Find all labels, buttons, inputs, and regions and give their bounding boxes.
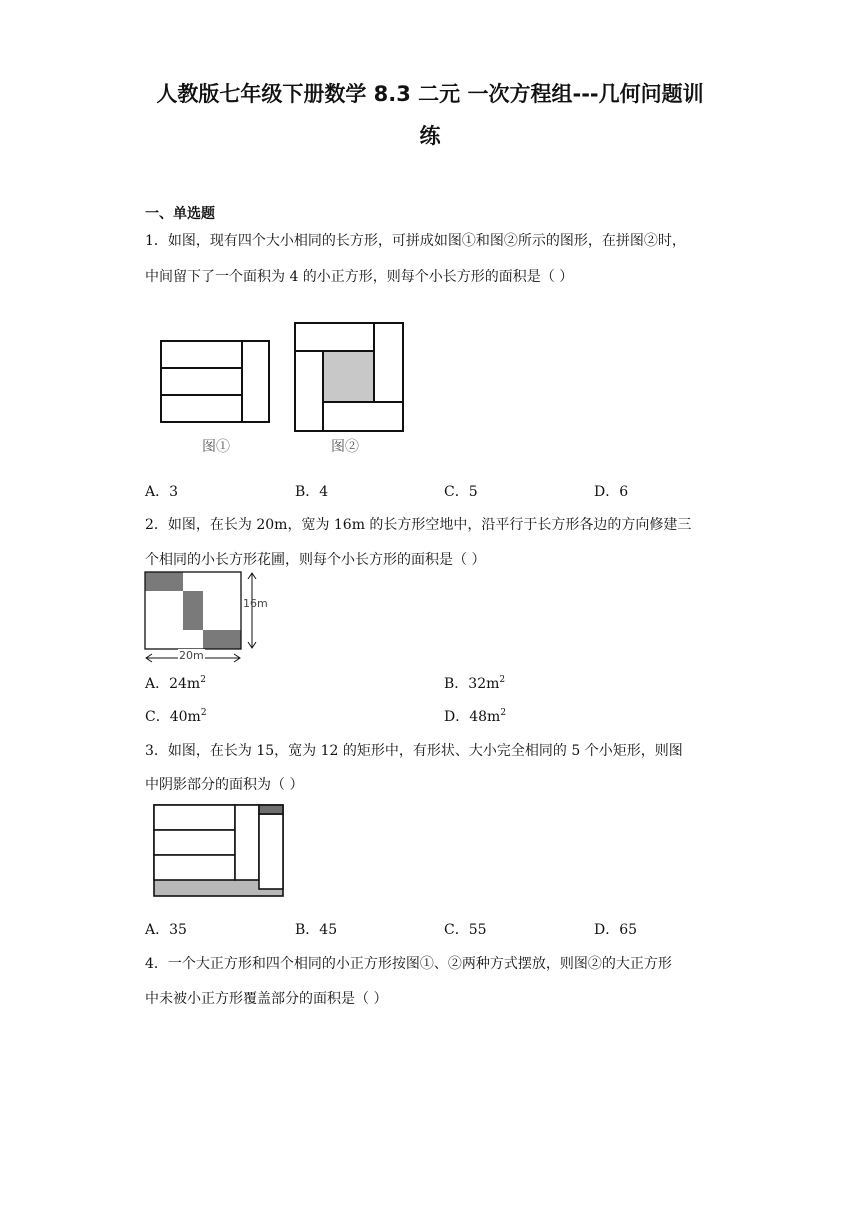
section-heading: 一、单选题 — [145, 206, 215, 222]
document-title-line1: 人教版七年级下册数学 8.3 二元 一次方程组---几何问题训 — [156, 82, 704, 106]
q2-text-line1: 2．如图，在长为 20m，宽为 16m 的长方形空地中，沿平行于长方形各边的方向修建三 — [145, 517, 692, 533]
q3-option-a: A．35 — [145, 922, 187, 938]
q3-option-c: C．55 — [444, 922, 487, 938]
q3-text-line2: 中阴影部分的面积为（ ） — [145, 777, 304, 793]
q1-option-b: B．4 — [295, 484, 329, 500]
q2-option-a: A．$24m^2$ — [145, 675, 206, 692]
q1-option-c: C．5 — [444, 484, 478, 500]
q2-option-b: B．$32m^2$ — [444, 675, 506, 692]
q2-text-line2: 个相同的小长方形花圃，则每个小长方形的面积是（ ） — [145, 552, 486, 568]
q3-text-line1: 3．如图，在长为 15，宽为 12 的矩形中，有形状、大小完全相同的 5 个小矩形，则图 — [145, 743, 683, 759]
q2-width-label: 16m — [243, 597, 268, 610]
q2-option-d: D．$48m^2$ — [444, 708, 507, 725]
q1-figure-1 — [160, 340, 272, 425]
q1-figure-2-label: 图② — [331, 439, 359, 455]
q4-text-line1: 4．一个大正方形和四个相同的小正方形按图①、②两种方式摆放，则图②的大正方形 — [145, 956, 672, 972]
document-title-line2: 练 — [419, 124, 441, 148]
q1-figure-2 — [294, 322, 406, 434]
q1-text-line2: 中间留下了一个面积为 4 的小正方形，则每个小长方形的面积是（ ） — [145, 269, 574, 285]
q2-length-label: 20m — [179, 649, 204, 662]
q1-option-a: A．3 — [145, 484, 179, 500]
q1-option-d: D．6 — [594, 484, 629, 500]
q3-option-b: B．45 — [295, 922, 338, 938]
q1-figure-1-label: 图① — [202, 439, 230, 455]
q3-option-d: D．65 — [594, 922, 638, 938]
q3-figure — [153, 804, 286, 899]
q2-option-c: C．$40m^2$ — [145, 708, 207, 725]
q2-figure — [144, 571, 274, 663]
q4-text-line2: 中未被小正方形覆盖部分的面积是（ ） — [145, 991, 388, 1007]
q1-text-line1: 1．如图，现有四个大小相同的长方形，可拼成如图①和图②所示的图形，在拼图②时， — [145, 233, 686, 249]
